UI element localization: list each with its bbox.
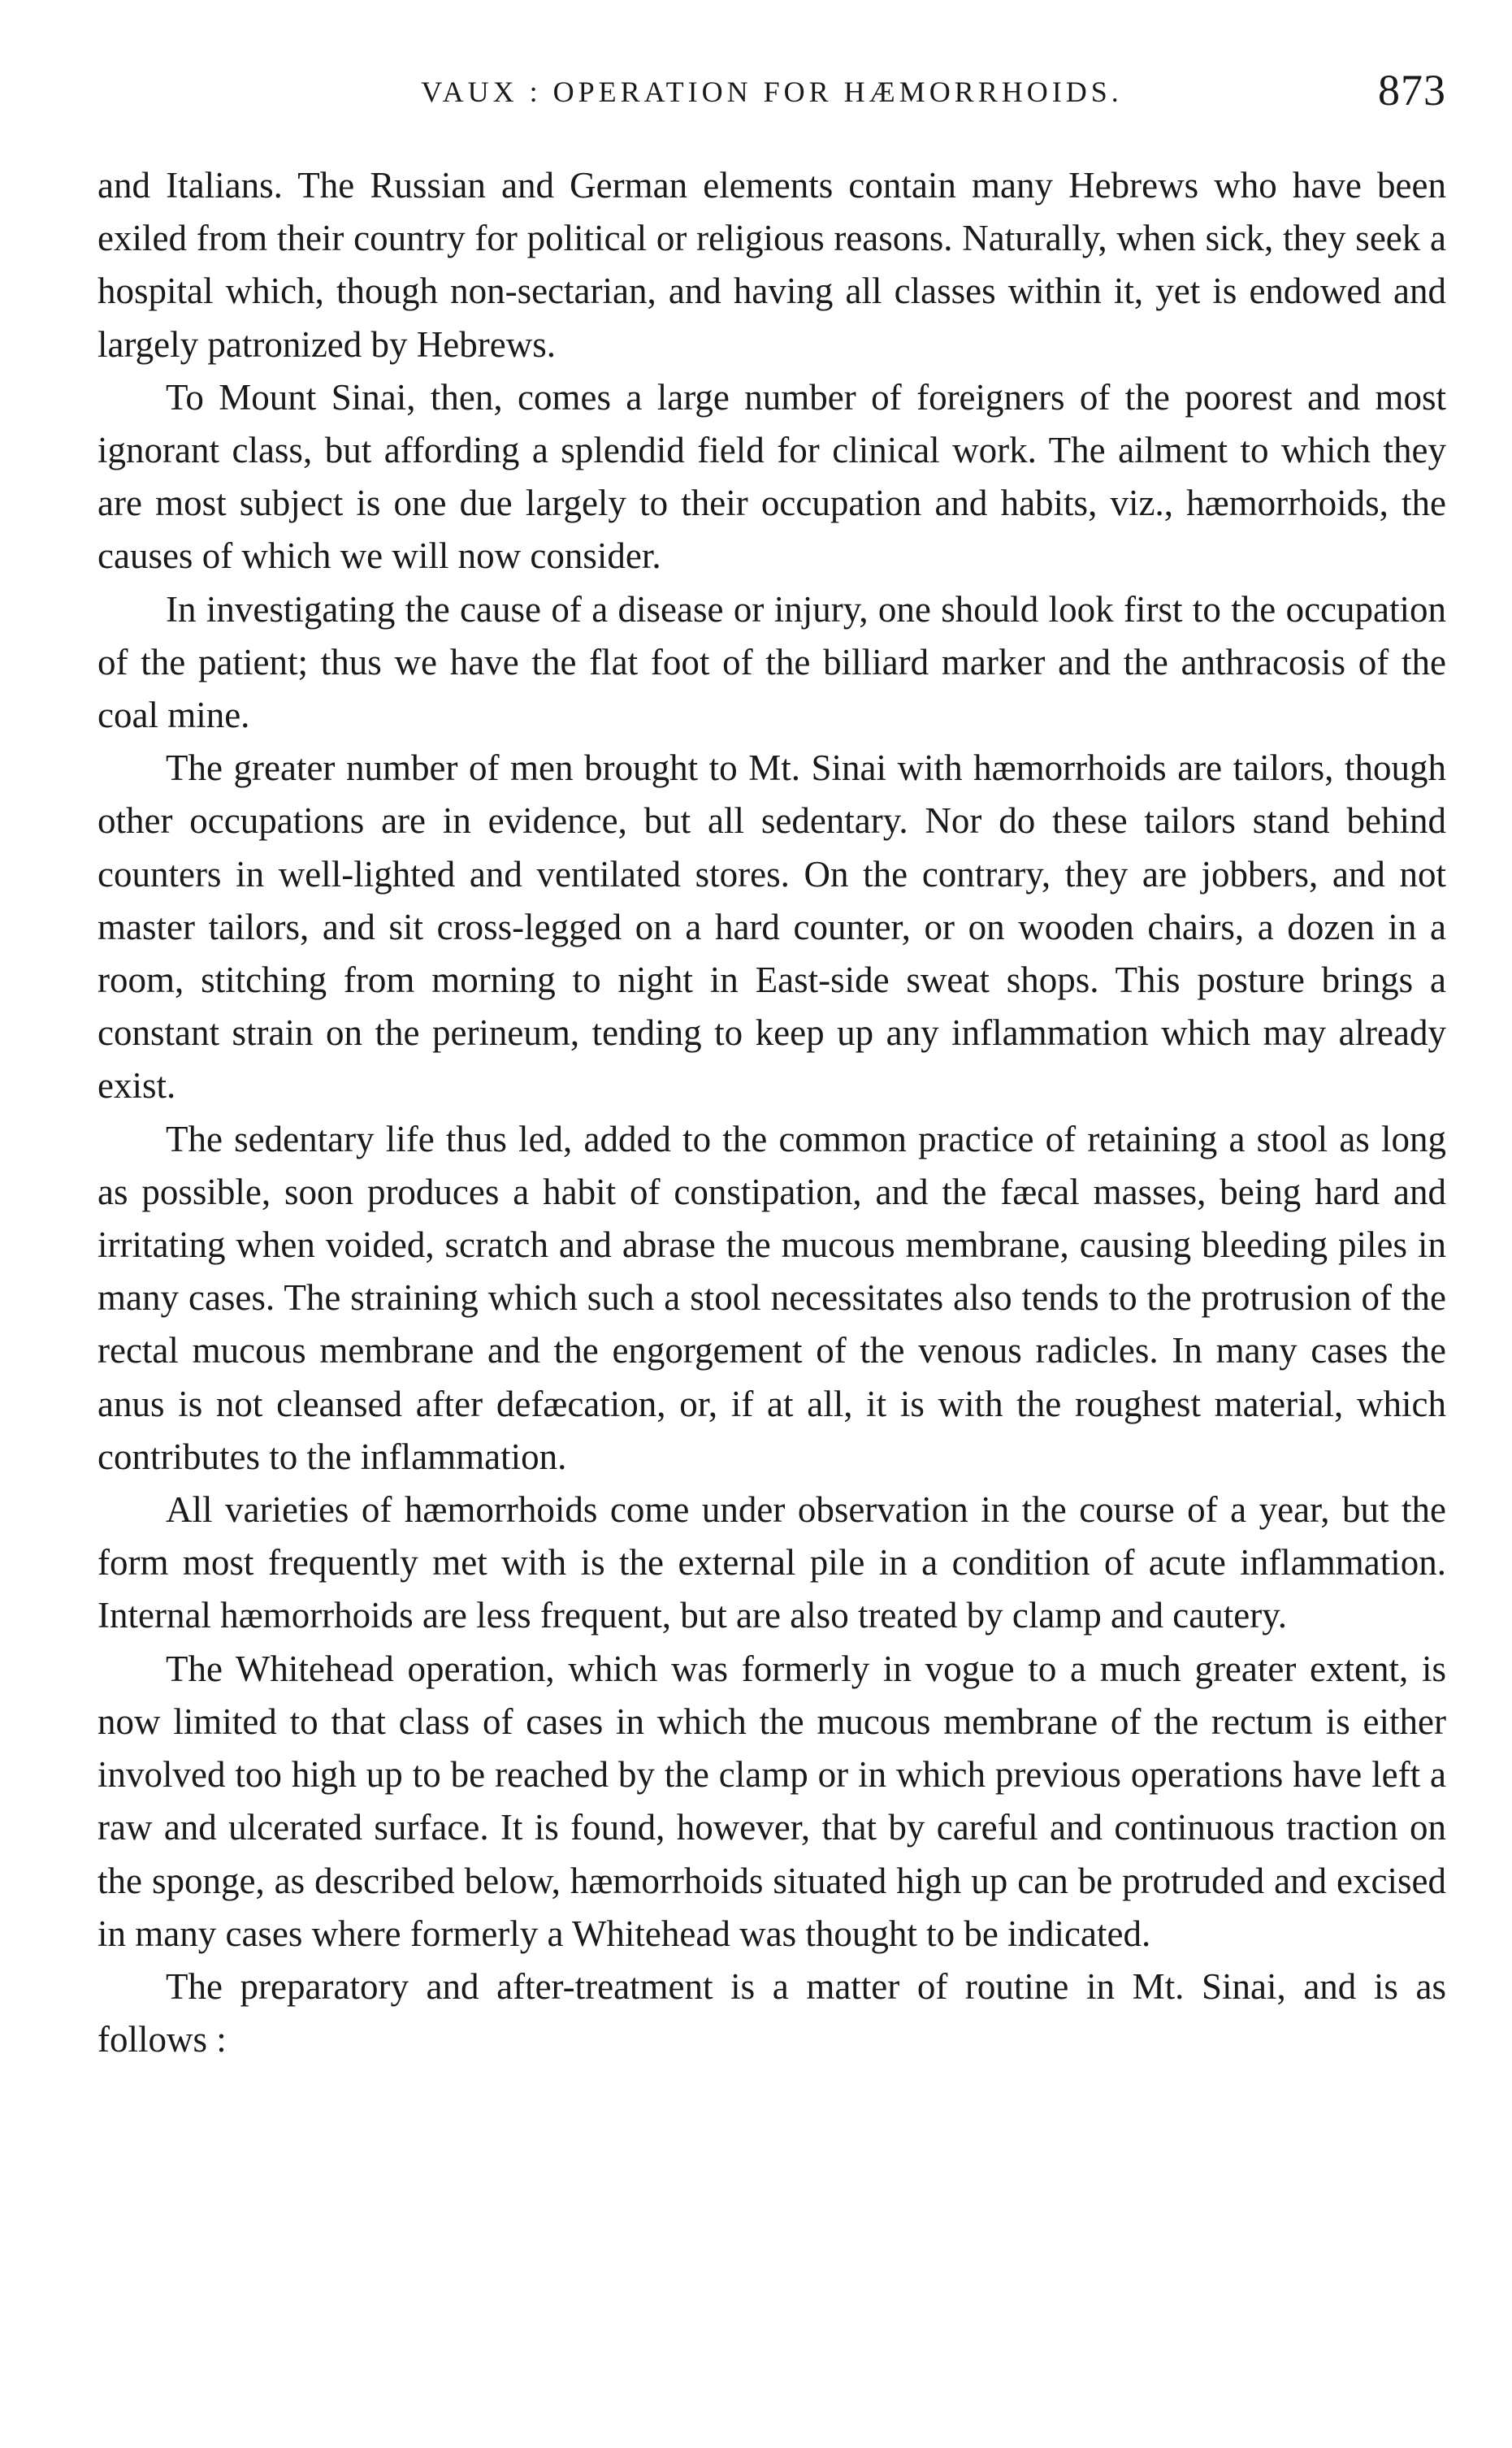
running-head: [97, 65, 1446, 122]
paragraph: The preparatory and after-treatment is a matter of routine in Mt. Sinai, and is as follows :: [97, 1965, 1446, 2060]
paragraph: The sedentary life thus led, added to the common practice of retaining a stool as long as possible, soon produces a habit of constipation, and the fæcal masses, being hard and irritating when voided, scratch and abrase the mucous membrane, causing bleeding piles in many cases. The straining which such a stool necessitates also tends to the protrusion of the rectal mucous membrane and the engorgement of the venous radicles. In many cases the anus is not cleansed after defæcation, or, if at all, it is with the roughest material, which contributes to the inflammation.: [97, 1118, 1446, 1477]
paragraph: The greater number of men brought to Mt. Sinai with hæmorrhoids are tailors, though other occupations are in evidence, but all sedentary. Nor do these tailors stand behind counters in well-lighted and ventilated stores. On the contrary, they are jobbers, and not master tailors, and sit cross-legged on a hard counter, or on wooden chairs, a dozen in a room, stitching from morning to night in East-side sweat shops. This posture brings a constant strain on the perineum, tending to keep up any inflammation which may already exist.: [97, 747, 1446, 1107]
article-body: [97, 159, 1446, 2066]
page-number: 873: [1378, 66, 1446, 115]
running-title: VAUX : OPERATION FOR HÆMORRHOIDS.: [421, 76, 1123, 108]
paragraph: To Mount Sinai, then, comes a large number of foreigners of the poorest and most ignorant class, but affording a splendid field for clinical work. The ailment to which they are most subject is one due largely to their occupation and habits, viz., hæmorrhoids, the causes of which we will now consider.: [97, 376, 1446, 577]
paragraph: All varieties of hæmorrhoids come under observation in the course of a year, but the form most frequently met with is the external pile in a condition of acute inflammation. Internal hæmorrhoids are less frequent, but are also treated by clamp and cautery.: [97, 1489, 1446, 1636]
paragraph: The Whitehead operation, which was formerly in vogue to a much greater extent, is now limited to that class of cases in which the mucous membrane of the rectum is either involved too high up to be reached by the clamp or in which previous operations have left a raw and ulcerated surface. It is found, however, that by careful and continuous traction on the sponge, as described below, hæmorrhoids situated high up can be protruded and excised in many cases where formerly a Whitehead was thought to be indicated.: [97, 1648, 1446, 1954]
paragraph: In investigating the cause of a disease or injury, one should look first to the occupation of the patient; thus we have the flat foot of the billiard marker and the anthracosis of the coal mine.: [97, 588, 1446, 736]
paragraph: and Italians. The Russian and German elements contain many Hebrews who have been exiled from their country for political or religious reasons. Naturally, when sick, they seek a hospital which, though non-sectarian, and having all classes within it, yet is endowed and largely patronized by Hebrews.: [97, 165, 1446, 365]
